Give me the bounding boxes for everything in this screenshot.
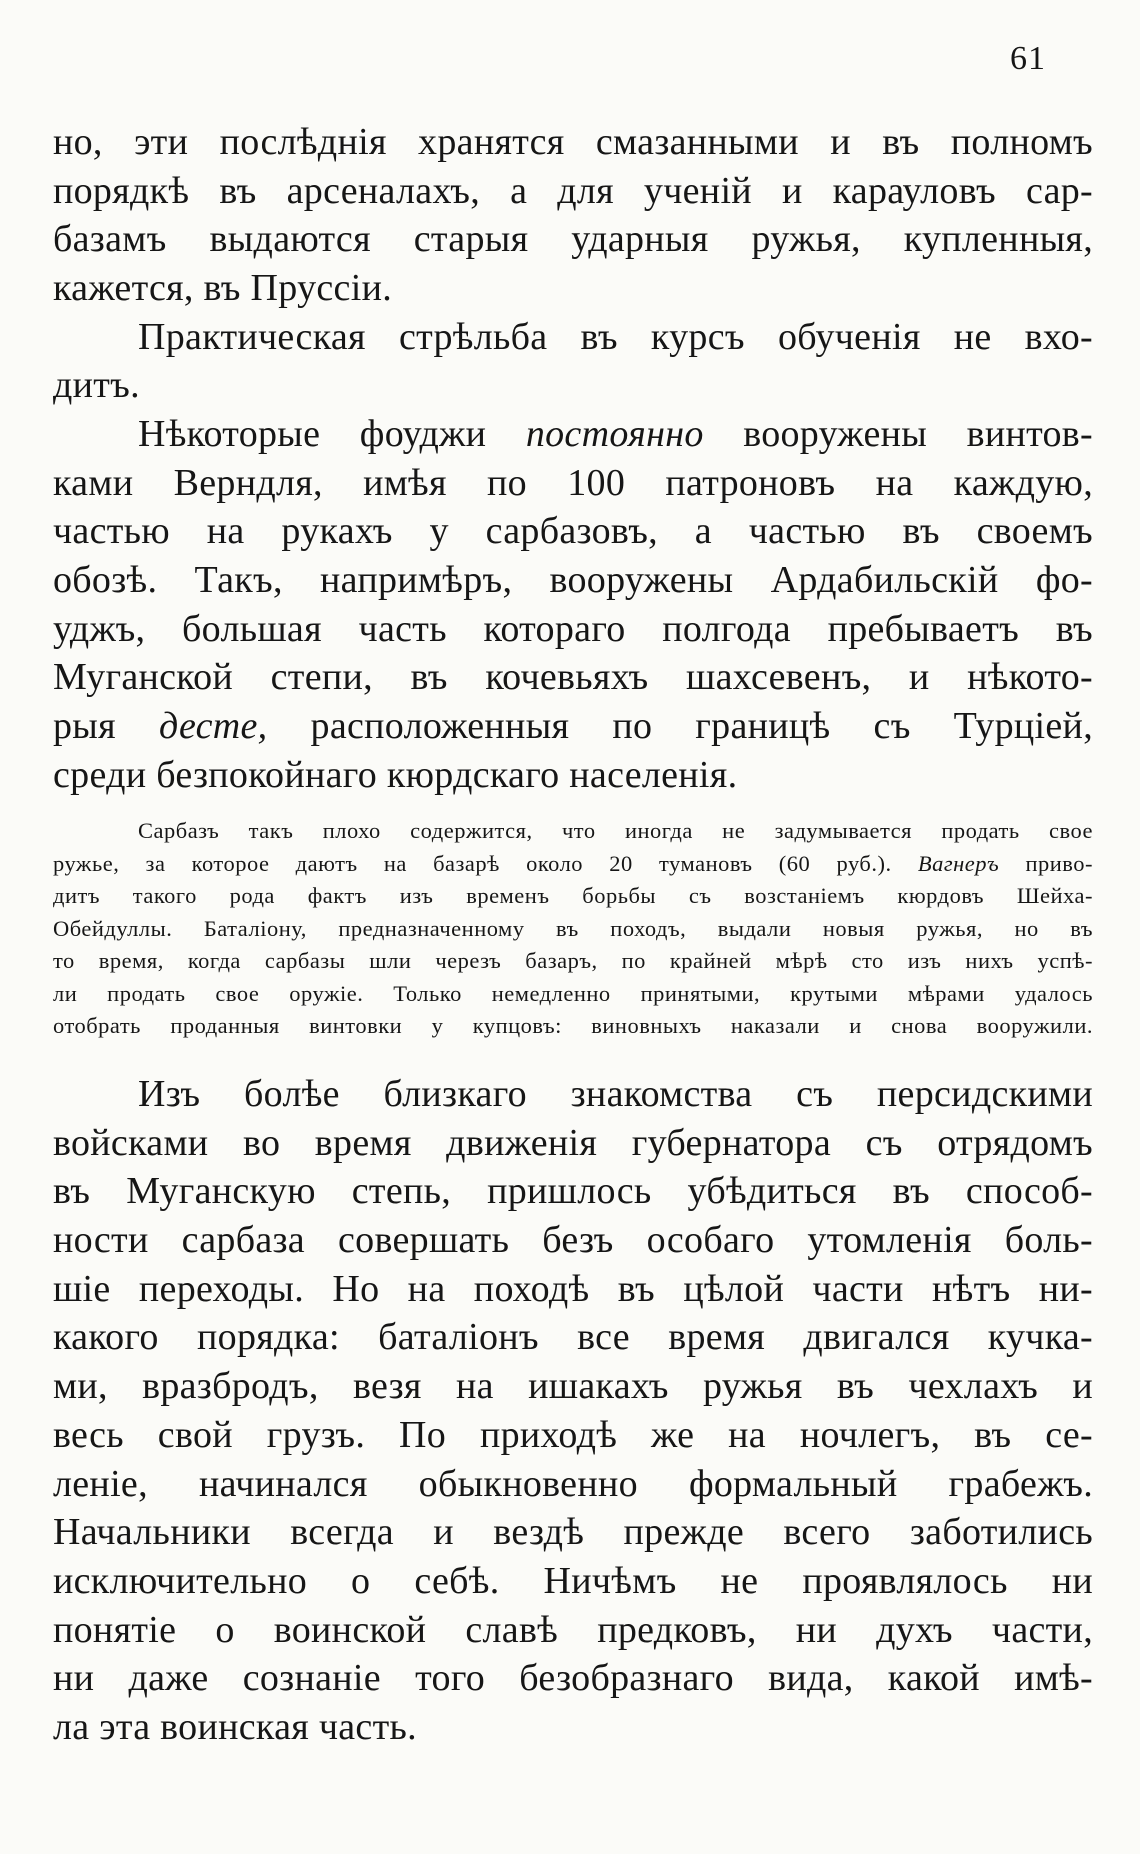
text-line: шіе переходы. Но на походѣ въ цѣлой части нѣтъ ни- [53,1267,1093,1310]
footnote-line: то время, когда сарбазы шли черезъ базаръ, по крайней мѣрѣ сто изъ нихъ успѣ- [53,948,1093,973]
text-run: ружье, за которое даютъ на базарѣ около 20 тумановъ (60 руб.). [53,850,892,876]
text-line: частью на рукахъ у сарбазовъ, а частью въ своемъ [53,510,1093,553]
text-line: базамъ выдаются старыя ударныя ружья, купленныя, [53,218,1093,261]
text-line: порядкѣ въ арсеналахъ, а для ученій и карауловъ сар- [53,169,1093,212]
emphasis-text: Вагнеръ [917,850,1000,876]
text-line: ни даже сознаніе того безобразнаго вида, какой имѣ- [53,1657,1093,1700]
text-line: леніе, начинался обыкновенно формальный грабежъ. [53,1462,1093,1505]
footnote-line: дитъ такого рода фактъ изъ временъ борьбы съ возстаніемъ кюрдовъ Шейха- [53,883,1093,908]
text-line: Начальники всегда и вездѣ прежде всего заботились [53,1511,1093,1554]
footnote-line [53,848,1093,881]
text-line: войсками во время движенія губернатора съ отрядомъ [53,1121,1093,1164]
footnote-line: Сарбазъ такъ плохо содержится, что иногда не задумывается продать свое [138,818,1093,843]
text-run: рыя [53,705,159,748]
page-number: 61 [1010,40,1046,77]
emphasis-text: постоянно [525,413,704,455]
paragraph-block-3 [53,1070,1093,1752]
text-line: среди безпокойнаго кюрдскаго населенія. [53,753,738,796]
text-line: ками Верндля, имѣя по 100 патроновъ на каждую, [53,461,1093,504]
text-line: понятіе о воинской славѣ предковъ, ни духъ части, [53,1608,1093,1651]
text-line: но, эти послѣднія хранятся смазанными и въ полномъ [53,121,1093,163]
footnote [53,815,1093,1043]
text-line: ности сарбаза совершать безъ особаго утомленія боль- [53,1219,1093,1262]
emphasis-text: десте, [158,705,268,748]
paragraph-block-2 [53,410,1093,800]
text-run: Нѣкоторые фоуджи [138,413,526,455]
text-run: приво- [999,850,1093,876]
paragraph-block-1 [53,118,1093,410]
text-run: вооружены винтов- [703,413,1093,455]
text-line: кажется, въ Пруссіи. [53,267,393,310]
text-line: весь свой грузъ. По приходѣ же на ночлегъ, въ се- [53,1413,1093,1456]
text-line: въ Муганскую степь, пришлось убѣдиться въ способ- [53,1170,1093,1213]
footnote-line: Обейдуллы. Баталіону, предназначенному въ походъ, выдали новыя ружья, но въ [53,915,1093,941]
text-line: Изъ болѣе близкаго знакомства съ персидскими [138,1073,1093,1115]
text-line: ми, вразбродъ, везя на ишакахъ ружья въ чехлахъ и [53,1365,1093,1408]
text-line: исключительно о себѣ. Ничѣмъ не проявлялось ни [53,1559,1093,1602]
text-line: Практическая стрѣльба въ курсъ обученія не вхо- [138,315,1093,358]
text-line [53,410,1093,459]
text-line: обозѣ. Такъ, напримѣръ, вооружены Ардабильскій фо- [53,559,1093,602]
text-line: Муганской степи, въ кочевьяхъ шахсевенъ, и нѣкото- [53,656,1093,699]
footnote-line: отобрать проданныя винтовки у купцовъ: виновныхъ наказали и снова вооружили. [53,1013,1093,1038]
text-line [53,702,1093,751]
text-run: расположенныя по границѣ съ Турціей, [267,705,1093,748]
text-line: какого порядка: баталіонъ все время двигался кучка- [53,1316,1093,1359]
text-line: ла эта воинская часть. [53,1705,417,1748]
text-line: дитъ. [53,364,140,407]
text-line: уджъ, большая часть котораго полгода пребываетъ въ [53,607,1093,650]
footnote-line: ли продать свое оружіе. Только немедленно принятыми, крутыми мѣрами удалось [53,980,1093,1006]
